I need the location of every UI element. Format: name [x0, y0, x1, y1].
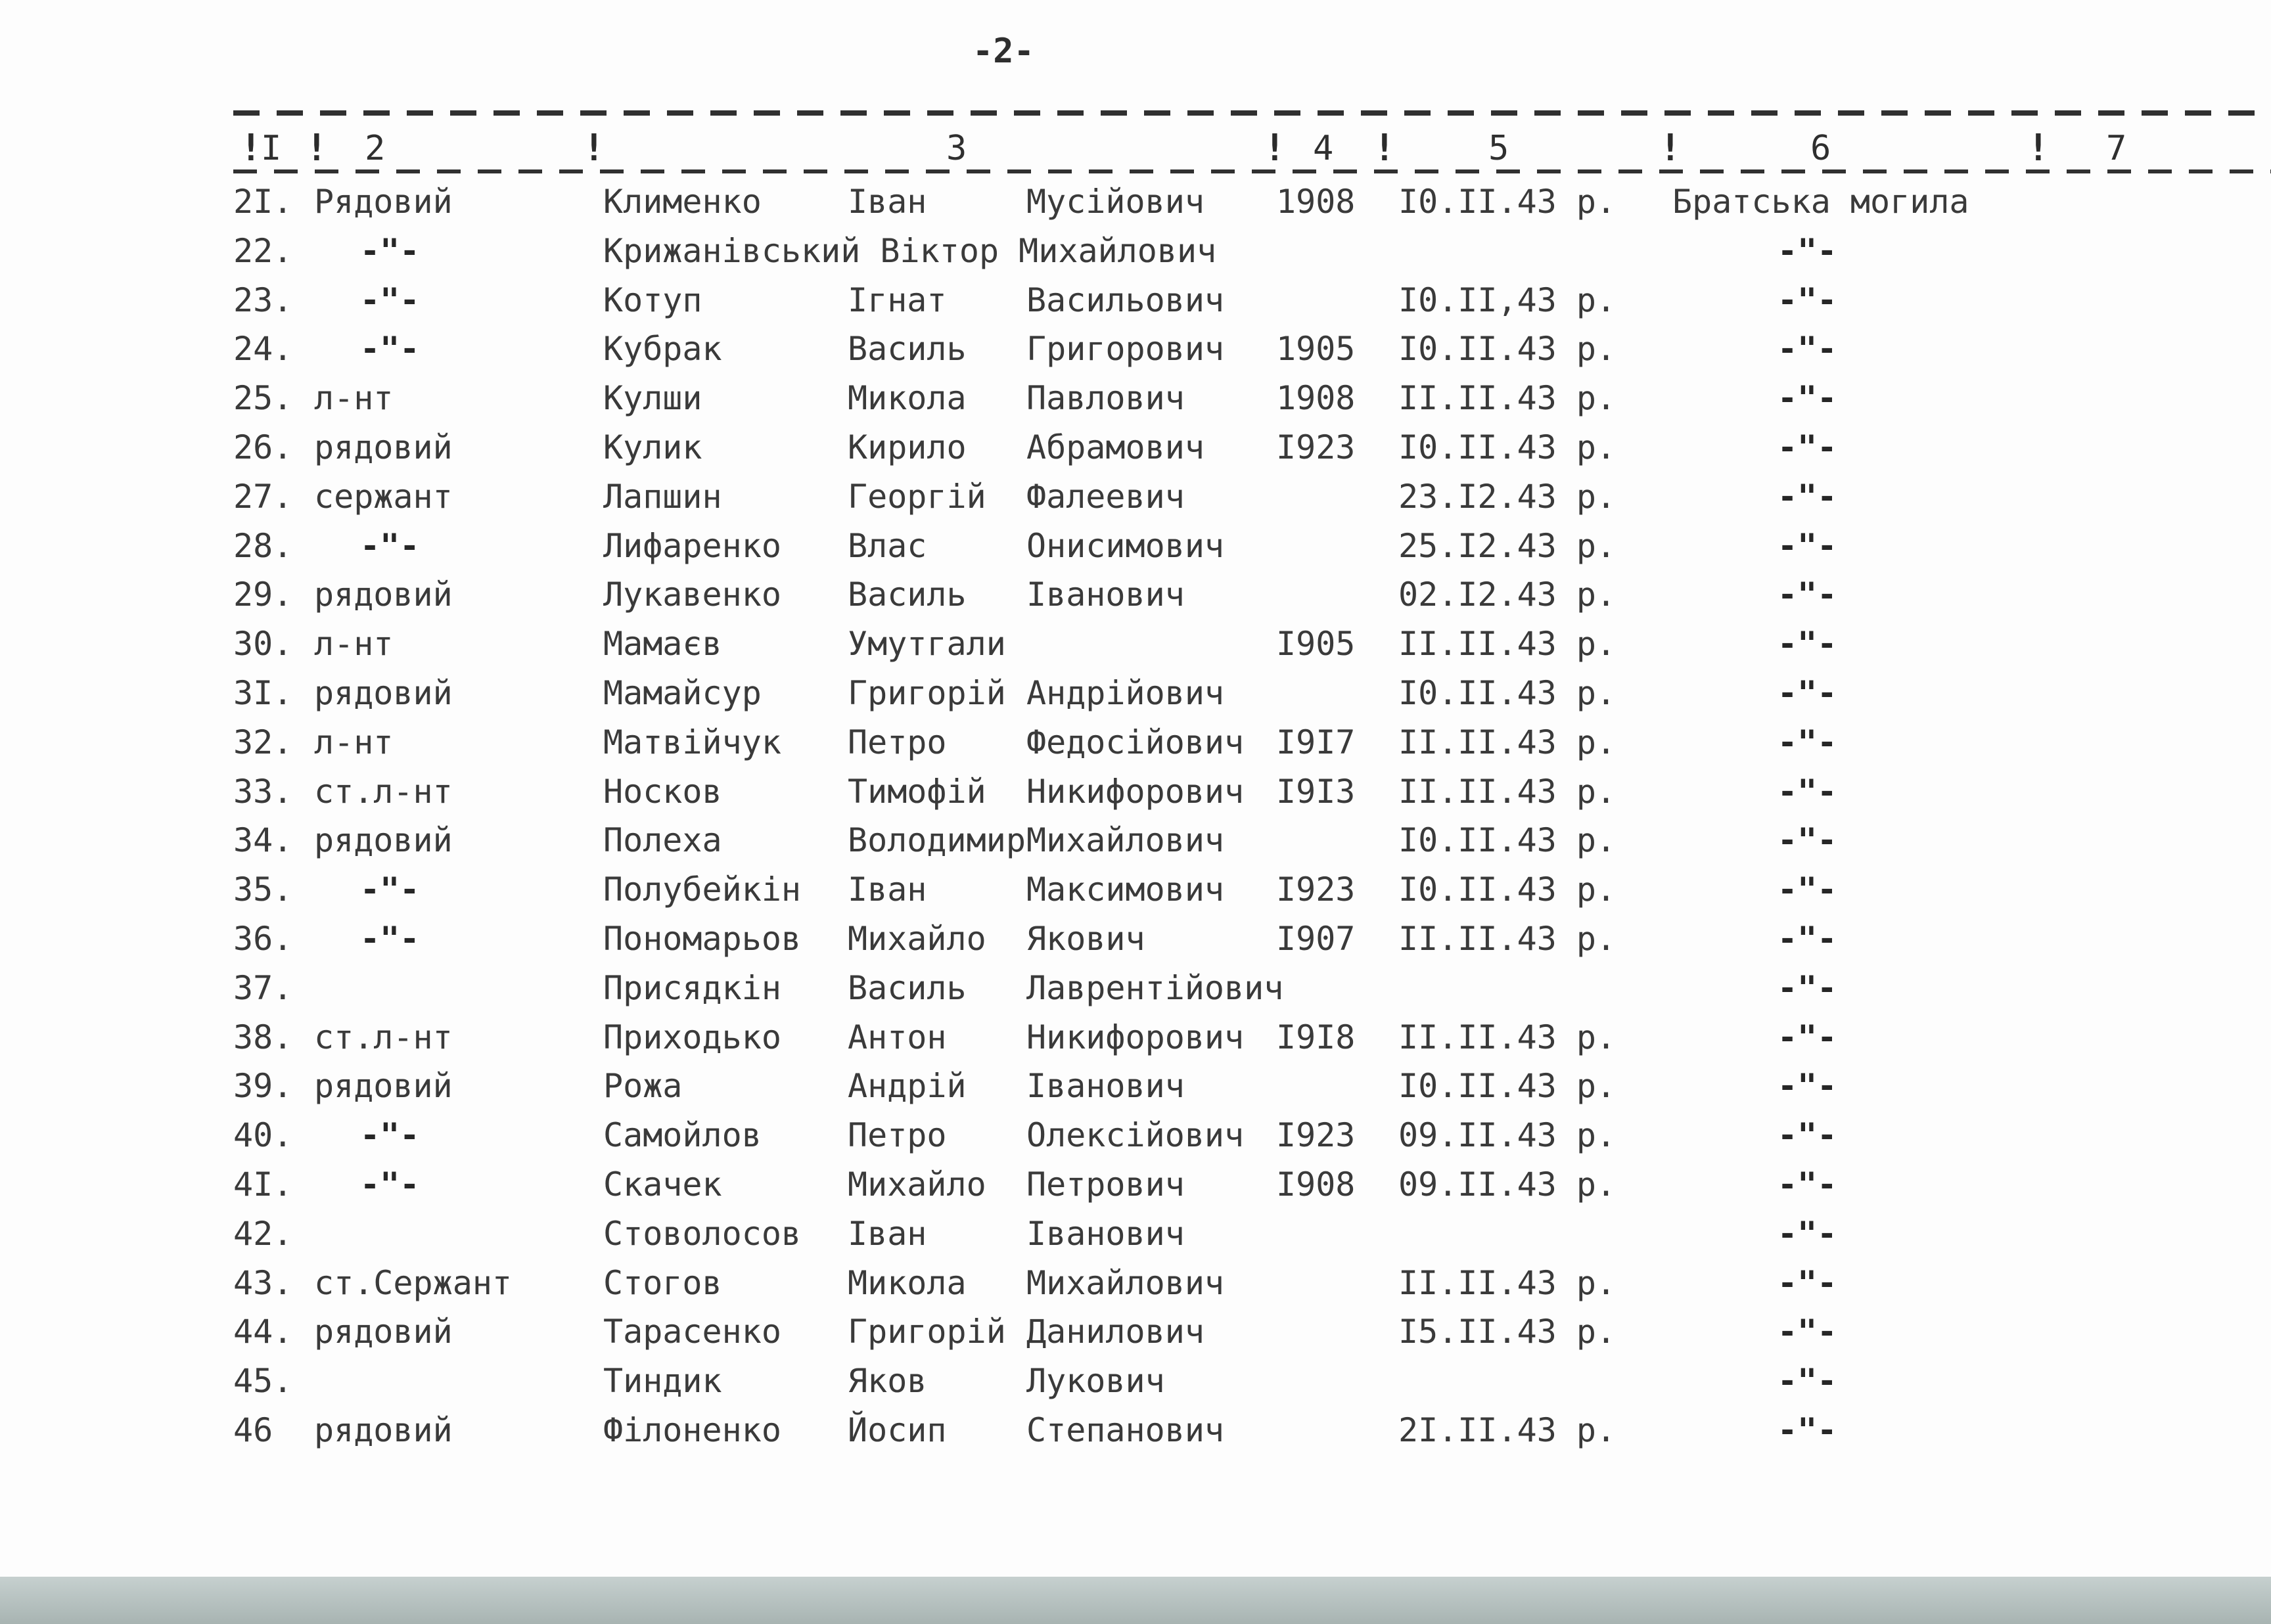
- first-name-cell: Іван: [848, 870, 927, 909]
- patronymic-cell: Михайлович: [1026, 821, 1225, 860]
- first-name-cell: Антон: [848, 1018, 947, 1056]
- burial-ditto-mark: -"-: [1778, 870, 1837, 909]
- death-date-cell: I0.II,43 р.: [1398, 281, 1617, 319]
- table-row: [0, 1405, 2271, 1454]
- rank-ditto-mark: -"-: [360, 330, 420, 369]
- header-separator: !: [1264, 127, 1286, 169]
- death-date-cell: I0.II.43 р.: [1398, 821, 1617, 860]
- rank-cell: л-нт: [314, 723, 394, 761]
- birth-year-cell: I923: [1276, 870, 1356, 909]
- birth-year-cell: 1908: [1276, 183, 1356, 221]
- first-name-cell: Микола: [848, 379, 967, 418]
- rank-cell: рядовий: [314, 1313, 453, 1351]
- patronymic-cell: Максимович: [1026, 870, 1225, 909]
- table-row: [0, 471, 2271, 520]
- table-row: [0, 913, 2271, 962]
- birth-year-cell: 1908: [1276, 379, 1356, 418]
- row-number: 43.: [233, 1263, 293, 1302]
- table-row: [0, 176, 2271, 225]
- row-number: 26.: [233, 428, 293, 466]
- rank-cell: рядовий: [314, 1410, 453, 1449]
- death-date-cell: I0.II.43 р.: [1398, 870, 1617, 909]
- first-name-cell: Влас: [848, 526, 927, 565]
- death-date-cell: 09.II.43 р.: [1398, 1165, 1617, 1204]
- patronymic-cell: Іванович: [1026, 575, 1185, 614]
- table-row: [0, 422, 2271, 471]
- surname-cell: Рожа: [603, 1067, 683, 1106]
- burial-ditto-mark: -"-: [1778, 575, 1837, 614]
- rank-ditto-mark: -"-: [360, 231, 420, 270]
- row-number: 22.: [233, 231, 293, 270]
- row-number: 45.: [233, 1362, 293, 1401]
- rank-cell: рядовий: [314, 673, 453, 712]
- row-number: 46: [233, 1410, 273, 1449]
- death-date-cell: 09.II.43 р.: [1398, 1116, 1617, 1155]
- table-row: [0, 667, 2271, 717]
- death-date-cell: 23.I2.43 р.: [1398, 477, 1617, 516]
- patronymic-cell: Андрійович: [1026, 673, 1225, 712]
- table-row: [0, 1110, 2271, 1159]
- death-date-cell: II.II.43 р.: [1398, 1263, 1617, 1302]
- death-date-cell: 2I.II.43 р.: [1398, 1410, 1617, 1449]
- header-col-7: 7: [2106, 129, 2127, 168]
- rank-ditto-mark: -"-: [360, 1165, 420, 1204]
- first-name-cell: Кирило: [848, 428, 967, 466]
- row-number: 34.: [233, 821, 293, 860]
- rank-cell: ст.л-нт: [314, 772, 453, 811]
- birth-year-cell: I9I3: [1276, 772, 1356, 811]
- patronymic-cell: Лукович: [1026, 1362, 1165, 1401]
- row-number: 25.: [233, 379, 293, 418]
- surname-cell: Скачек: [603, 1165, 722, 1204]
- surname-cell: Кубрак: [603, 330, 722, 369]
- row-number: 32.: [233, 723, 293, 761]
- birth-year-cell: 1905: [1276, 330, 1356, 369]
- header-col-2: 2: [365, 129, 386, 168]
- table-header: [233, 127, 2271, 179]
- death-date-cell: I0.II.43 р.: [1398, 673, 1617, 712]
- surname-cell: Кулик: [603, 428, 702, 466]
- surname-cell: Мамаєв: [603, 625, 722, 664]
- row-number: 29.: [233, 575, 293, 614]
- table-row: [0, 815, 2271, 864]
- surname-cell: Клименко: [603, 183, 762, 221]
- rank-cell: рядовий: [314, 821, 453, 860]
- rank-ditto-mark: -"-: [360, 281, 420, 319]
- row-number: 40.: [233, 1116, 293, 1155]
- table-row: [0, 1208, 2271, 1257]
- header-col-5: 5: [1488, 129, 1509, 168]
- first-name-cell: Ігнат: [848, 281, 947, 319]
- patronymic-cell: Онисимович: [1026, 526, 1225, 565]
- table-top-rule: [233, 110, 2271, 116]
- burial-ditto-mark: -"-: [1778, 1067, 1837, 1106]
- burial-place-cell: Братська могила: [1672, 183, 1969, 221]
- burial-ditto-mark: -"-: [1778, 968, 1837, 1007]
- rank-cell: ст.л-нт: [314, 1018, 453, 1056]
- row-number: 27.: [233, 477, 293, 516]
- rank-cell: рядовий: [314, 428, 453, 466]
- patronymic-cell: Никифорович: [1026, 772, 1245, 811]
- row-number: 24.: [233, 330, 293, 369]
- burial-ditto-mark: -"-: [1778, 1018, 1837, 1056]
- birth-year-cell: I905: [1276, 625, 1356, 664]
- table-row: [0, 1355, 2271, 1405]
- rank-ditto-mark: -"-: [360, 919, 420, 958]
- scanner-edge: [0, 1577, 2271, 1624]
- rank-cell: рядовий: [314, 1067, 453, 1106]
- burial-ditto-mark: -"-: [1778, 1263, 1837, 1302]
- burial-ditto-mark: -"-: [1778, 231, 1837, 270]
- rank-cell: рядовий: [314, 575, 453, 614]
- row-number: 33.: [233, 772, 293, 811]
- surname-cell: Лукавенко: [603, 575, 781, 614]
- birth-year-cell: I923: [1276, 428, 1356, 466]
- birth-year-cell: I908: [1276, 1165, 1356, 1204]
- patronymic-cell: Данилович: [1026, 1313, 1204, 1351]
- first-name-cell: Василь: [848, 968, 967, 1007]
- patronymic-cell: Мусійович: [1026, 183, 1204, 221]
- burial-ditto-mark: -"-: [1778, 723, 1837, 761]
- birth-year-cell: I907: [1276, 919, 1356, 958]
- surname-cell: Тиндик: [603, 1362, 722, 1401]
- surname-cell: Лапшин: [603, 477, 722, 516]
- header-separator: !: [306, 127, 328, 169]
- first-name-cell: Василь: [848, 330, 967, 369]
- table-row: [0, 1306, 2271, 1355]
- first-name-cell: Яков: [848, 1362, 927, 1401]
- surname-cell: Присядкін: [603, 968, 781, 1007]
- surname-cell: Самойлов: [603, 1116, 762, 1155]
- first-name-cell: Георгій: [848, 477, 986, 516]
- header-col-1: I: [261, 129, 282, 168]
- table-row: [0, 372, 2271, 422]
- first-name-cell: Іван: [848, 1214, 927, 1253]
- rank-ditto-mark: -"-: [360, 870, 420, 909]
- surname-cell: Пономарьов: [603, 919, 802, 958]
- table-row: [0, 323, 2271, 372]
- burial-ditto-mark: -"-: [1778, 673, 1837, 712]
- row-number: 2I.: [233, 183, 293, 221]
- rank-cell: Рядовий: [314, 183, 453, 221]
- patronymic-cell: Григорович: [1026, 330, 1225, 369]
- row-number: 42.: [233, 1214, 293, 1253]
- first-name-cell: Володимир: [848, 821, 1026, 860]
- rank-cell: сержант: [314, 477, 453, 516]
- burial-ditto-mark: -"-: [1778, 428, 1837, 466]
- table-row: [0, 569, 2271, 618]
- burial-ditto-mark: -"-: [1778, 477, 1837, 516]
- header-col-4: 4: [1313, 129, 1334, 168]
- first-name-cell: Андрій: [848, 1067, 967, 1106]
- table-row: [0, 618, 2271, 667]
- table-row: [0, 962, 2271, 1012]
- first-name-cell: Петро: [848, 1116, 947, 1155]
- surname-cell: Лифаренко: [603, 526, 781, 565]
- row-number: 36.: [233, 919, 293, 958]
- first-name-cell: Микола: [848, 1263, 967, 1302]
- table-row: [0, 717, 2271, 766]
- first-name-cell: Василь: [848, 575, 967, 614]
- patronymic-cell: Михайлович: [1026, 1263, 1225, 1302]
- header-separator: !: [1659, 127, 1682, 169]
- table-body: [0, 176, 2271, 1454]
- surname-cell: Носков: [603, 772, 722, 811]
- patronymic-cell: Лаврентійович: [1026, 968, 1284, 1007]
- surname-cell: Мамайсур: [603, 673, 762, 712]
- patronymic-cell: Абрамович: [1026, 428, 1204, 466]
- death-date-cell: I0.II.43 р.: [1398, 183, 1617, 221]
- patronymic-cell: Олексійович: [1026, 1116, 1245, 1155]
- death-date-cell: 02.I2.43 р.: [1398, 575, 1617, 614]
- burial-ditto-mark: -"-: [1778, 1214, 1837, 1253]
- row-number: 37.: [233, 968, 293, 1007]
- death-date-cell: II.II.43 р.: [1398, 919, 1617, 958]
- rank-cell: л-нт: [314, 625, 394, 664]
- rank-ditto-mark: -"-: [360, 526, 420, 565]
- patronymic-cell: Павлович: [1026, 379, 1185, 418]
- surname-cell: Філоненко: [603, 1410, 781, 1449]
- row-number: 35.: [233, 870, 293, 909]
- row-number: 23.: [233, 281, 293, 319]
- first-name-cell: Петро: [848, 723, 947, 761]
- burial-ditto-mark: -"-: [1778, 330, 1837, 369]
- patronymic-cell: Іванович: [1026, 1214, 1185, 1253]
- death-date-cell: I0.II.43 р.: [1398, 1067, 1617, 1106]
- first-name-cell: Михайло: [848, 919, 986, 958]
- table-row: [0, 225, 2271, 275]
- surname-cell: Приходько: [603, 1018, 781, 1056]
- rank-ditto-mark: -"-: [360, 1116, 420, 1155]
- patronymic-cell: Никифорович: [1026, 1018, 1245, 1056]
- header-col-3: 3: [946, 129, 967, 168]
- death-date-cell: II.II.43 р.: [1398, 772, 1617, 811]
- death-date-cell: II.II.43 р.: [1398, 1018, 1617, 1056]
- header-separator: !: [583, 127, 605, 169]
- table-row: [0, 275, 2271, 324]
- burial-ditto-mark: -"-: [1778, 1313, 1837, 1351]
- rank-cell: л-нт: [314, 379, 394, 418]
- surname-cell: Стогов: [603, 1263, 722, 1302]
- burial-ditto-mark: -"-: [1778, 526, 1837, 565]
- table-row: [0, 520, 2271, 570]
- burial-ditto-mark: -"-: [1778, 1362, 1837, 1401]
- burial-ditto-mark: -"-: [1778, 625, 1837, 664]
- row-number: 38.: [233, 1018, 293, 1056]
- surname-cell: Полубейкін: [603, 870, 802, 909]
- death-date-cell: II.II.43 р.: [1398, 625, 1617, 664]
- death-date-cell: II.II.43 р.: [1398, 379, 1617, 418]
- row-number: 30.: [233, 625, 293, 664]
- burial-ditto-mark: -"-: [1778, 772, 1837, 811]
- burial-ditto-mark: -"-: [1778, 821, 1837, 860]
- rank-cell: ст.Сержант: [314, 1263, 513, 1302]
- surname-cell: Тарасенко: [603, 1313, 781, 1351]
- page-number: -2-: [973, 32, 1034, 71]
- table-row: [0, 1060, 2271, 1110]
- first-name-cell: Умутгали: [848, 625, 1006, 664]
- burial-ditto-mark: -"-: [1778, 1410, 1837, 1449]
- header-separator: !: [1373, 127, 1396, 169]
- header-separator: !: [2027, 127, 2050, 169]
- first-name-cell: Тимофій: [848, 772, 986, 811]
- burial-ditto-mark: -"-: [1778, 379, 1837, 418]
- surname-cell: Кулши: [603, 379, 702, 418]
- death-date-cell: II.II.43 р.: [1398, 723, 1617, 761]
- burial-ditto-mark: -"-: [1778, 281, 1837, 319]
- surname-cell: Матвійчук: [603, 723, 781, 761]
- death-date-cell: 25.I2.43 р.: [1398, 526, 1617, 565]
- birth-year-cell: I923: [1276, 1116, 1356, 1155]
- row-number: 3I.: [233, 673, 293, 712]
- burial-ditto-mark: -"-: [1778, 1165, 1837, 1204]
- birth-year-cell: I9I8: [1276, 1018, 1356, 1056]
- table-row: [0, 1159, 2271, 1208]
- first-name-cell: Йосип: [848, 1410, 947, 1449]
- patronymic-cell: Фалеевич: [1026, 477, 1185, 516]
- first-name-cell: Григорій: [848, 673, 1006, 712]
- header-separator: !: [240, 127, 262, 169]
- patronymic-cell: Степанович: [1026, 1410, 1225, 1449]
- header-col-6: 6: [1810, 129, 1831, 168]
- patronymic-cell: Іванович: [1026, 1067, 1185, 1106]
- surname-cell: Стоволосов: [603, 1214, 802, 1253]
- death-date-cell: I5.II.43 р.: [1398, 1313, 1617, 1351]
- death-date-cell: I0.II.43 р.: [1398, 330, 1617, 369]
- burial-ditto-mark: -"-: [1778, 919, 1837, 958]
- burial-ditto-mark: -"-: [1778, 1116, 1837, 1155]
- patronymic-cell: Петрович: [1026, 1165, 1185, 1204]
- patronymic-cell: Васильович: [1026, 281, 1225, 319]
- surname-cell: Крижанівський Віктор Михайлович: [603, 231, 1217, 270]
- surname-cell: Полеха: [603, 821, 722, 860]
- first-name-cell: Михайло: [848, 1165, 986, 1204]
- table-row: [0, 1257, 2271, 1307]
- patronymic-cell: Якович: [1026, 919, 1145, 958]
- table-row: [0, 766, 2271, 815]
- death-date-cell: I0.II.43 р.: [1398, 428, 1617, 466]
- table-row: [0, 1012, 2271, 1061]
- surname-cell: Котуп: [603, 281, 702, 319]
- row-number: 28.: [233, 526, 293, 565]
- birth-year-cell: I9I7: [1276, 723, 1356, 761]
- header-underline: [233, 169, 2271, 173]
- patronymic-cell: Федосійович: [1026, 723, 1245, 761]
- row-number: 44.: [233, 1313, 293, 1351]
- first-name-cell: Григорій: [848, 1313, 1006, 1351]
- row-number: 39.: [233, 1067, 293, 1106]
- table-row: [0, 864, 2271, 913]
- first-name-cell: Іван: [848, 183, 927, 221]
- row-number: 4I.: [233, 1165, 293, 1204]
